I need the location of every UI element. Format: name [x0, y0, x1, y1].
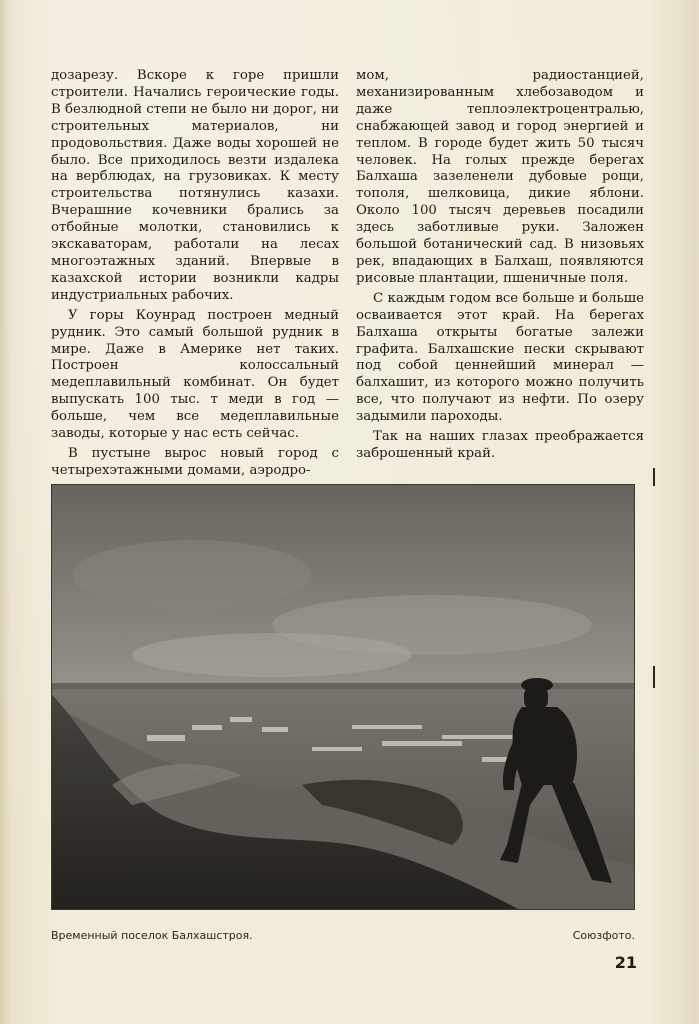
photo-caption: Временный поселок Балхашстроя.: [51, 929, 253, 942]
article-column-right: [356, 68, 644, 463]
page-edge-shadow: [0, 0, 10, 1024]
paragraph: У горы Коунрад построен медный рудник. Это самый большой рудник в мире. Даже в Америке нет таких. Построен колоссальный медеплавильный комбинат. Он будет выпускать 100 тыс. т меди в год — больше, чем все медеплавильные заводы, которые у нас есть сейчас.: [51, 307, 339, 442]
photo-credit: Союзфото.: [572, 929, 635, 942]
paragraph: С каждым годом все больше и больше осваивается этот край. На берегах Балхаша открыты богатые залежи графита. Балхашские пески скрывают под собой ценнейший минерал — балхашит, из которого можно получить все, что получают из нефти. По озеру задымили пароходы.: [356, 290, 644, 425]
paragraph: Так на наших глазах преображается заброшенный край.: [356, 429, 644, 461]
paragraph: дозарезу. Вскоре к горе пришли строители. Начались героические годы. В безлюдной степи не было ни дорог, ни строительных материалов, ни продовольствия. Даже воды хорошей не было. Все приходилось везти издалека на верблюдах, на грузовиках. К месту строительства потянулись казахи. Вчерашние кочевники брались за отбойные молотки, становились к экскаваторам, работали на лесах многоэтажных зданий. Впервые в казахской истории возникли кадры индустриальных рабочих.: [51, 68, 339, 303]
print-mark: [653, 666, 655, 688]
paragraph: В пустыне вырос новый город с четырехэтажными домами, аэродро-: [51, 445, 339, 478]
print-mark: [653, 468, 655, 486]
article-column-left: [51, 68, 339, 480]
settlement-photograph: [51, 484, 635, 910]
page-number: 21: [614, 953, 637, 972]
paragraph: мом, радиостанцией, механизированным хлебозаводом и даже теплоэлектроцентралью, снабжающей завод и город энергией и теплом. В городе будет жить 50 тысяч человек. На голых прежде берегах Балхаша зазеленели дубовые рощи, тополя, шелковица, дикие яблони. Около 100 тысяч деревьев посадили здесь заботливые руки. Заложен большой ботанический сад. В низовьях рек, впадающих в Балхаш, появляются рисовые плантации, пшеничные поля.: [356, 68, 644, 286]
